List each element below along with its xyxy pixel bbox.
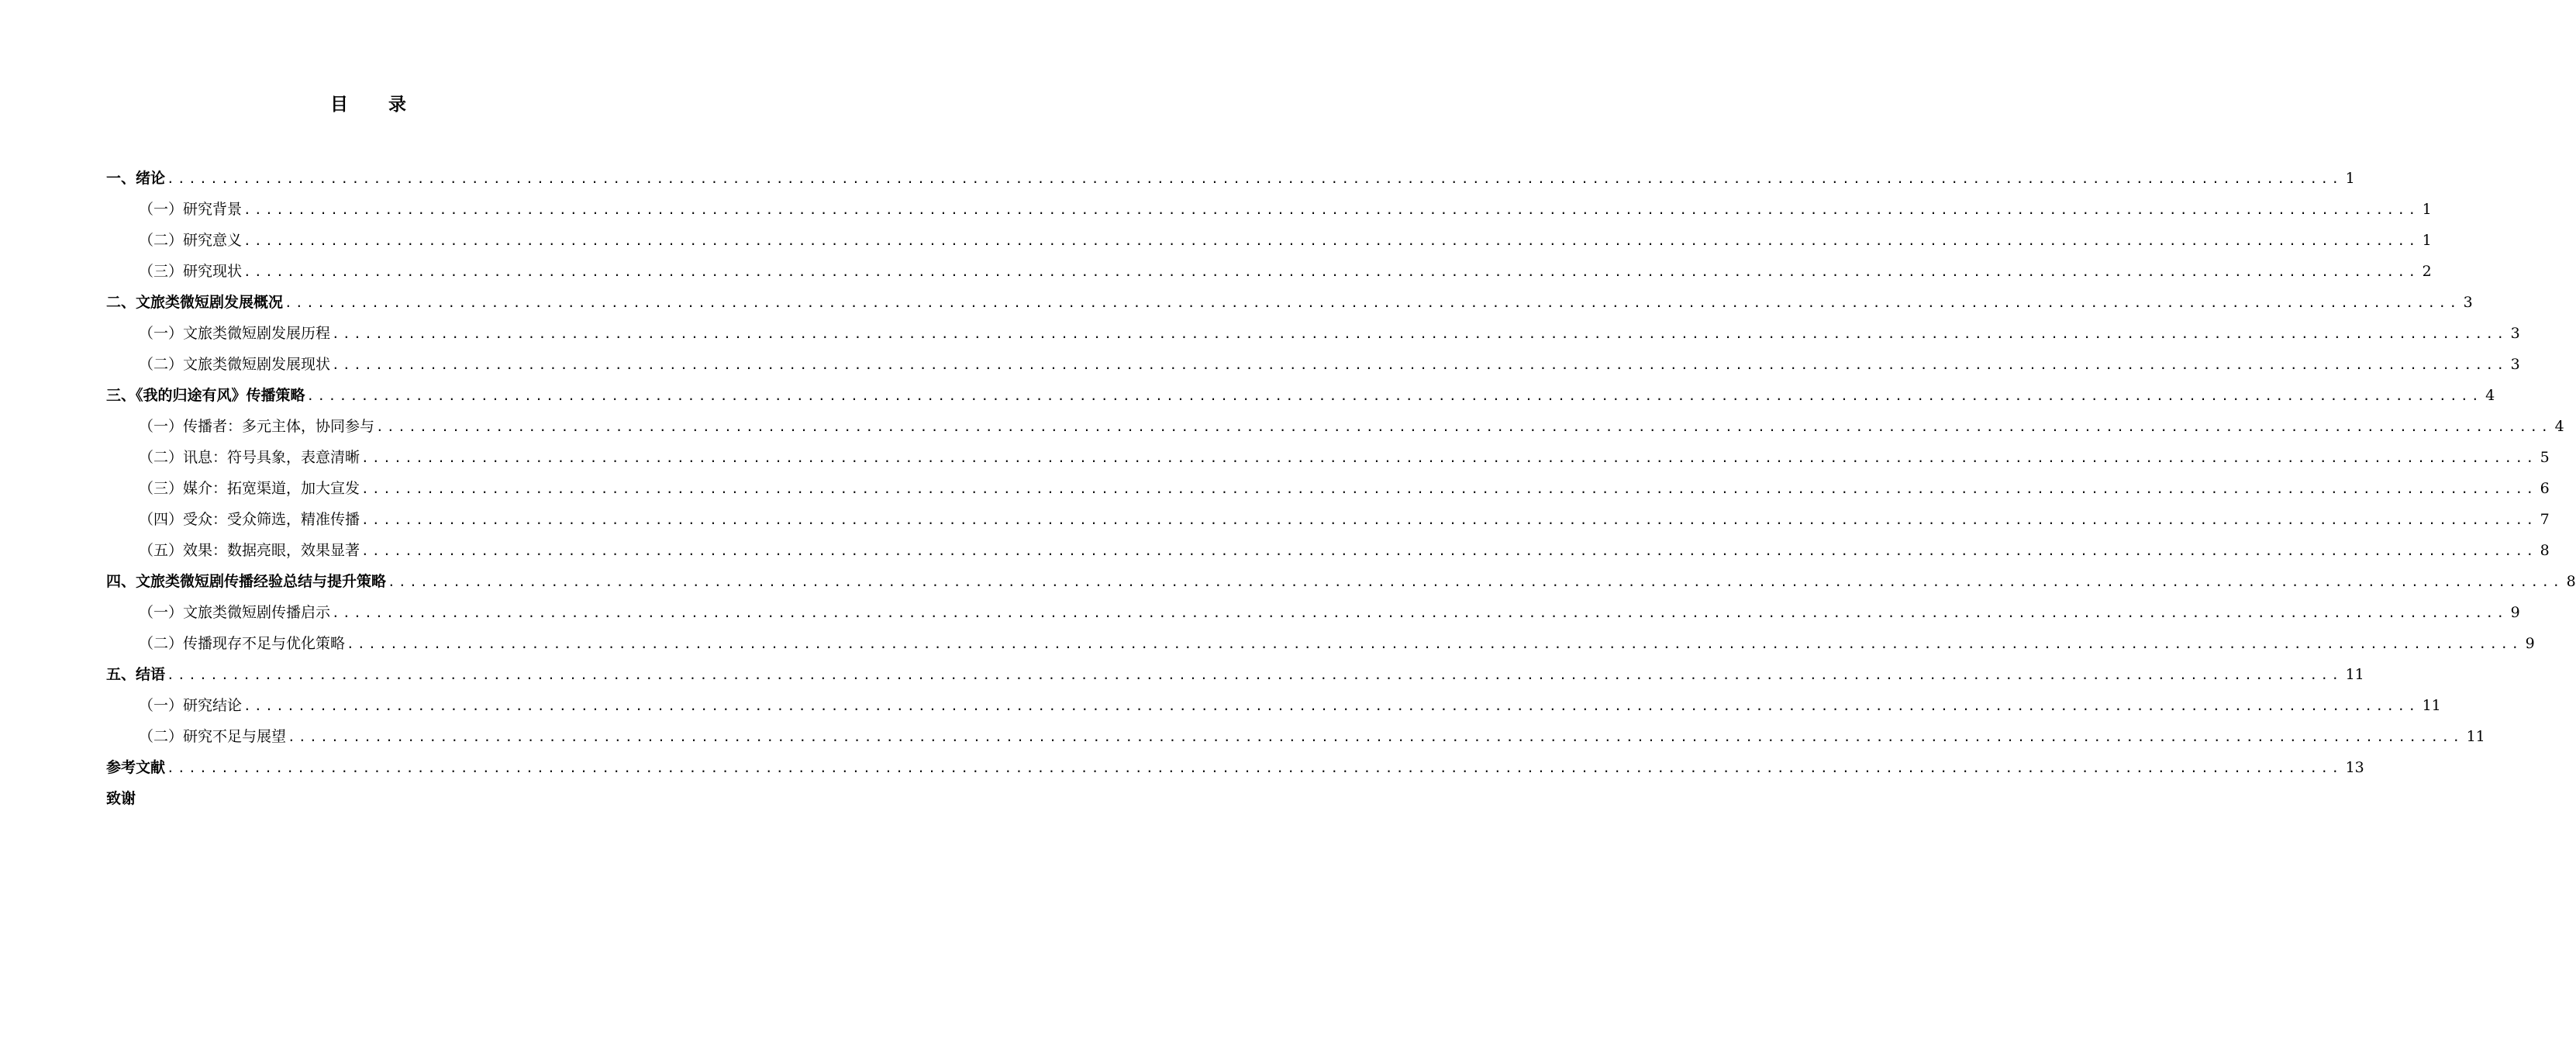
toc-entry[interactable] <box>106 380 2495 411</box>
toc-dot-leader: ........................................................................................................................................................................................................ <box>388 574 2564 589</box>
toc-page-number: 11 <box>2345 666 2364 683</box>
toc-entry[interactable] <box>106 349 2520 380</box>
toc-page-number: 13 <box>2345 759 2364 776</box>
toc-page-number: 5 <box>2540 449 2550 466</box>
toc-dot-leader: ........................................................................................................................................................................................................ <box>243 233 2419 248</box>
toc-entry[interactable] <box>106 287 2473 318</box>
toc-entry-label: （二）研究意义 <box>139 232 243 249</box>
toc-dot-leader: ........................................................................................................................................................................................................ <box>332 357 2508 372</box>
toc-entry-label: （一）文旅类微短剧发展历程 <box>139 325 331 342</box>
toc-dot-leader: ........................................................................................................................................................................................................ <box>361 512 2537 527</box>
toc-entry-label: （二）传播现存不足与优化策略 <box>139 635 346 652</box>
toc-entry[interactable] <box>106 504 2550 535</box>
toc-entry[interactable] <box>106 566 2576 597</box>
toc-dot-leader: ........................................................................................................................................................................................................ <box>243 699 2419 713</box>
toc-page-number: 9 <box>2525 635 2535 652</box>
toc-entry[interactable] <box>106 411 2564 442</box>
toc-dot-leader: ........................................................................................................................................................................................................ <box>284 295 2460 310</box>
toc-page-number: 6 <box>2540 480 2550 497</box>
toc-page-number: 9 <box>2510 604 2520 621</box>
toc-entry-label: 四、文旅类微短剧传播经验总结与提升策略 <box>106 573 387 590</box>
toc-page-number: 2 <box>2422 263 2432 280</box>
toc-entry-label: （三）研究现状 <box>139 263 243 280</box>
toc-dot-leader: ........................................................................................................................................................................................................ <box>361 543 2537 558</box>
toc-entry-label: （二）研究不足与展望 <box>139 728 287 745</box>
toc-entry-label: 一、绪论 <box>106 170 166 187</box>
toc-dot-leader: ........................................................................................................................................................................................................ <box>243 202 2419 217</box>
toc-entry[interactable] <box>106 256 2432 287</box>
toc-entry-label: 致谢 <box>106 790 136 807</box>
toc-page-number: 8 <box>2540 542 2550 559</box>
table-of-contents <box>106 163 2576 814</box>
toc-entry[interactable] <box>106 597 2520 628</box>
toc-entry-label: 五、结语 <box>106 666 166 683</box>
toc-entry-label: 二、文旅类微短剧发展概况 <box>106 294 284 311</box>
toc-dot-leader: ........................................................................................................................................................................................................ <box>332 606 2508 620</box>
toc-entry[interactable] <box>106 535 2550 566</box>
toc-entry-label: （四）受众：受众筛选，精准传播 <box>139 511 360 528</box>
toc-entry[interactable] <box>106 318 2520 349</box>
toc-dot-leader: ........................................................................................................................................................................................................ <box>332 326 2508 341</box>
toc-entry[interactable] <box>106 783 659 814</box>
toc-page-number: 4 <box>2485 387 2495 404</box>
toc-entry-label: （一）文旅类微短剧传播启示 <box>139 604 331 621</box>
toc-entry-label: （一）研究结论 <box>139 697 243 714</box>
toc-entry[interactable] <box>106 163 2355 194</box>
toc-dot-leader: ........................................................................................................................................................................................................ <box>361 450 2537 465</box>
toc-entry-label: 三、《我的归途有风》传播策略 <box>106 387 305 404</box>
toc-page-number: 3 <box>2463 294 2473 311</box>
toc-page-number: 1 <box>2422 232 2432 249</box>
toc-entry[interactable] <box>106 721 2485 752</box>
toc-dot-leader: ........................................................................................................................................................................................................ <box>167 668 2343 682</box>
toc-entry[interactable] <box>106 442 2550 473</box>
toc-page-number: 7 <box>2540 511 2550 528</box>
toc-entry-label: （一）传播者：多元主体，协同参与 <box>139 418 375 435</box>
toc-entry-label: （二）讯息：符号具象，表意清晰 <box>139 449 360 466</box>
toc-dot-leader: ........................................................................................................................................................................................................ <box>347 637 2523 651</box>
toc-page-number: 8 <box>2566 573 2576 590</box>
toc-page-number: 3 <box>2510 356 2520 373</box>
toc-entry-label: （二）文旅类微短剧发展现状 <box>139 356 331 373</box>
toc-entry-label: （五）效果：数据亮眼，效果显著 <box>139 542 360 559</box>
toc-entry[interactable] <box>106 473 2550 504</box>
toc-page-number: 11 <box>2466 728 2485 745</box>
toc-dot-leader: ........................................................................................................................................................................................................ <box>306 388 2483 403</box>
toc-page-number: 1 <box>2422 201 2432 218</box>
toc-dot-leader: ........................................................................................................................................................................................................ <box>243 264 2419 279</box>
toc-dot-leader: ........................................................................................................................................................................................................ <box>376 419 2552 434</box>
toc-page-number: 4 <box>2554 418 2564 435</box>
toc-entry-label: （三）媒介：拓宽渠道，加大宣发 <box>139 480 360 497</box>
toc-dot-leader: ........................................................................................................................................................................................................ <box>167 761 2343 775</box>
toc-dot-leader: ........................................................................................................................................................................................................ <box>288 730 2464 744</box>
toc-dot-leader: ........................................................................................................................................................................................................ <box>361 481 2537 496</box>
toc-entry[interactable] <box>106 225 2432 256</box>
toc-entry-label: （一）研究背景 <box>139 201 243 218</box>
toc-page-number: 11 <box>2422 697 2441 714</box>
toc-entry-label: 参考文献 <box>106 759 166 776</box>
toc-entry[interactable] <box>106 752 2364 783</box>
toc-page-number: 3 <box>2510 325 2520 342</box>
toc-entry[interactable] <box>106 690 2441 721</box>
toc-entry[interactable] <box>106 659 2364 690</box>
toc-entry[interactable] <box>106 194 2432 225</box>
page-title: 目录 <box>330 94 447 115</box>
toc-entry[interactable] <box>106 628 2535 659</box>
toc-page-number: 1 <box>2345 170 2355 187</box>
toc-dot-leader: ........................................................................................................................................................................................................ <box>167 171 2343 186</box>
